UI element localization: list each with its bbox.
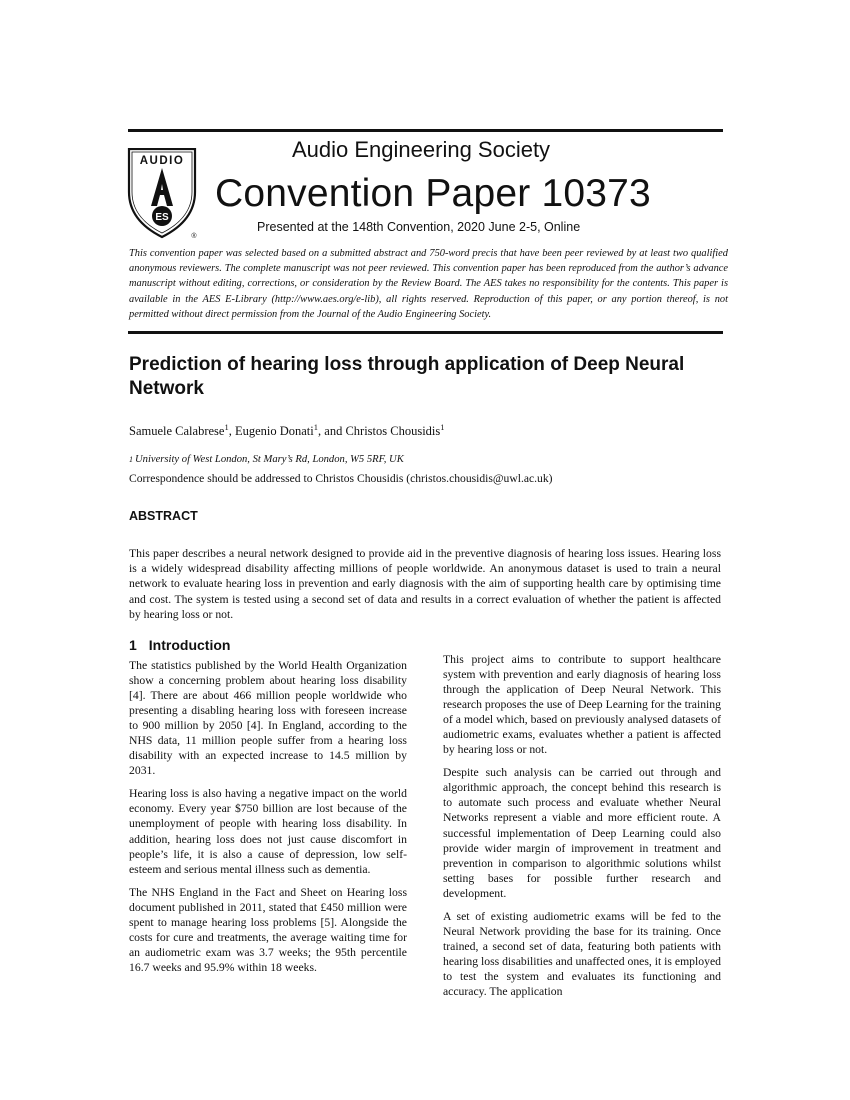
body-paragraph: Despite such analysis can be carried out through and algorithmic approach, the concept behind this research is to automate such process and evaluate whether Neural Networks represent a viable and more efficient route. A successful implementation of Deep Learning could also provide wider margin of improvement in treatment and prevention in comparison to algorithmic solutions whilst setting bases for possible further research and development. bbox=[443, 766, 721, 900]
logo-bottom-text: ES bbox=[155, 212, 169, 223]
section-number: 1 bbox=[129, 637, 137, 653]
section-title: Introduction bbox=[148, 637, 231, 653]
logo-top-text: AUDIO bbox=[139, 155, 185, 167]
society-name: Audio Engineering Society bbox=[292, 137, 551, 162]
logo-registered-mark: ® bbox=[191, 233, 197, 240]
article-title: Prediction of hearing loss through application of Deep Neural Network bbox=[129, 354, 685, 399]
body-paragraph: The statistics published by the World Health Organization show a concerning problem about hearing loss disability [4]. There are about 466 million people worldwide who presenting a disabling hearing loss with foreseen increase to 900 million by 2050 [4]. In England, according to the NHS data, 11 million people suffer from a hearing loss disability with an expected increase to 14.5 million by 2031. bbox=[129, 659, 407, 778]
affiliation-text: University of West London, St Mary’s Rd, London, W5 5RF, UK bbox=[135, 454, 404, 465]
header-bottom-rule bbox=[128, 331, 723, 334]
header-top-rule bbox=[128, 129, 723, 132]
author-list bbox=[129, 422, 445, 439]
affiliation-mark: 1 bbox=[224, 422, 229, 432]
presented-at-line: Presented at the 148th Convention, 2020 June 2-5, Online bbox=[257, 220, 581, 234]
affiliation-mark: 1 bbox=[129, 455, 133, 464]
right-column bbox=[443, 652, 721, 1007]
body-paragraph: A set of existing audiometric exams will be fed to the Neural Network providing the base for its training. Once trained, a second set of data, featuring both patients with hearing loss disabilities and unaffected ones, it is employed to test the system and evaluates its functioning and accuracy. The application bbox=[443, 909, 721, 998]
affiliation bbox=[129, 454, 404, 465]
section-heading bbox=[129, 637, 230, 653]
affiliation-mark: 1 bbox=[440, 422, 445, 432]
author-name: Samuele Calabrese bbox=[129, 424, 225, 438]
abstract-heading: ABSTRACT bbox=[129, 509, 198, 523]
author-name: , and Christos Chousidis bbox=[318, 424, 441, 438]
affiliation-mark: 1 bbox=[313, 422, 319, 432]
body-paragraph: This project aims to contribute to support healthcare system with prevention and early diagnosis of hearing loss through the application of Deep Neural Network. This research proposes the use of Deep Learning for the training of a model which, based on previously analysed datasets of audiometric exams, evaluates whether a patient is affected by hearing loss or not. bbox=[443, 653, 721, 757]
body-paragraph: The NHS England in the Fact and Sheet on Hearing loss document published in 2011, stated that £450 million were spent to manage hearing loss problems [5]. Alongside the costs for cure and treatments, the average waiting time for an audiometric exam was 3.7 weeks; the 95th percentile 16.7 weeks and 95.9% within 18 weeks. bbox=[129, 885, 407, 974]
review-disclaimer: This convention paper was selected based on a submitted abstract and 750-word precis that have been peer reviewed by at least two qualified anonymous reviewers. The complete manuscript was not peer reviewed. This convention paper has been reproduced from the author’s advance manuscript without editing, corrections, or consideration by the Review Board. The AES takes no responsibility for the contents. This paper is available in the AES E-Library (http://www.aes.org/e-lib), all rights reserved. Reproduction of this paper, or any portion thereof, is not permitted without direct permission from the Journal of the Audio Engineering Society. bbox=[129, 248, 728, 320]
author-name: , Eugenio Donati bbox=[228, 424, 314, 438]
correspondence-line: Correspondence should be addressed to Christos Chousidis (christos.chousidis@uwl.ac.uk) bbox=[129, 472, 553, 485]
convention-paper-title: Convention Paper 10373 bbox=[215, 172, 651, 215]
left-column bbox=[129, 658, 407, 983]
body-paragraph: Hearing loss is also having a negative impact on the world economy. Every year $750 billion are lost because of the unemployment of people with hearing loss disability. In addition, hearing loss does not just cause discomfort in people’s life, it is also a cause of depression, low self-esteem and serious mental illness such as dementia. bbox=[129, 787, 407, 876]
aes-logo-icon bbox=[127, 148, 201, 240]
abstract-text: This paper describes a neural network designed to provide aid in the preventive diagnosis of hearing loss issues. Hearing loss is a widely widespread disability affecting millions of people worldwide. An anonymous dataset is used to train a neural network to evaluate hearing loss in prevention and early diagnosis with the aim of supporting health care by optimising time and cost. The system is tested using a second set of data and results in a correct evaluation of whether the patient is affected by hearing loss or not. bbox=[129, 547, 721, 621]
